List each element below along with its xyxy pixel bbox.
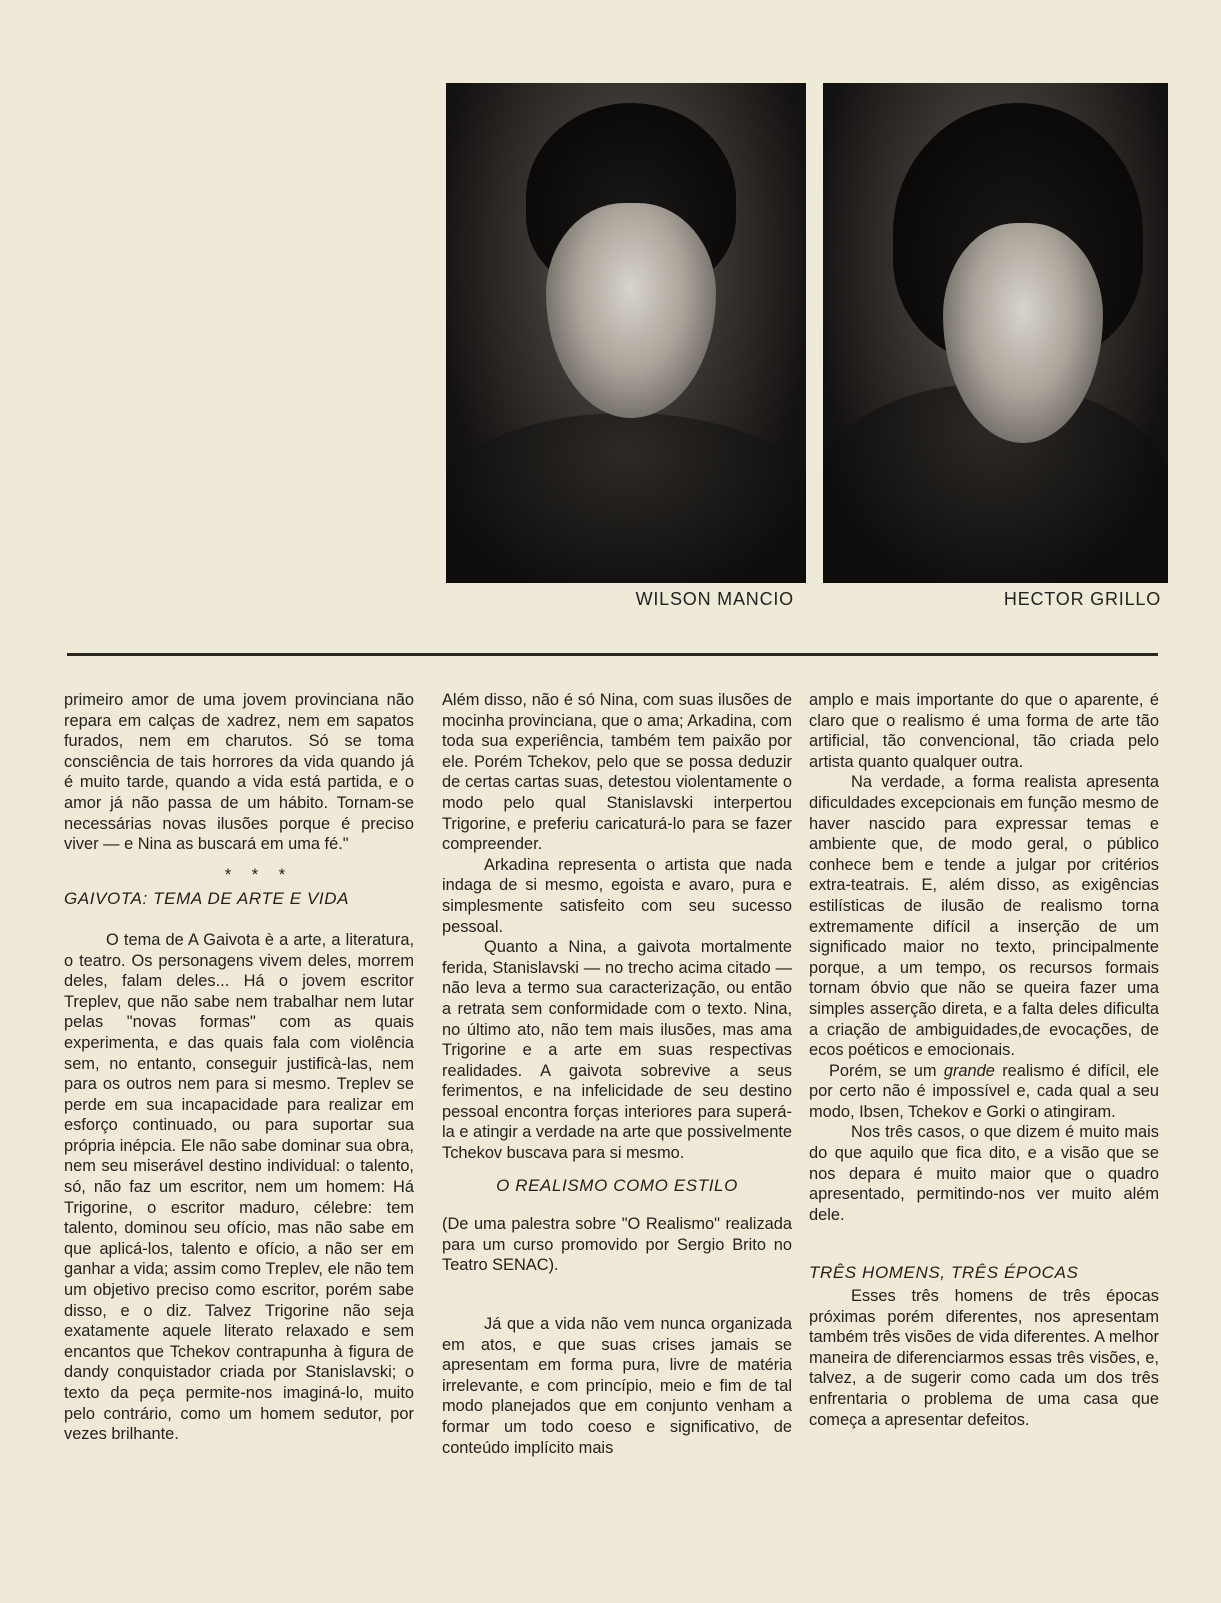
paragraph: Esses três homens de três épocas próximas porém diferentes, nos apresentam também três visões de vida diferentes. A melhor maneira de diferenciarmos essas três visões, e, talvez, a de sugerir como cada um dos três enfrentaria o problema de uma casa que começa a apresentar defeitos.: [809, 1287, 1159, 1429]
paragraph: Já que a vida não vem nunca organizada em atos, e que suas crises jamais se apresentam em forma pura, livre de matéria irrelevante, e com princípio, meio e fim de tal modo planejados que em conjunto venham a formar um todo coeso e significativo, de conteúdo implícito mais: [442, 1315, 792, 1457]
photo-caption: WILSON MANCIO: [635, 589, 794, 609]
divider: [67, 653, 1158, 656]
paragraph: primeiro amor de uma jovem provinciana não repara em calças de xadrez, nem em sapatos furados, nem em charutos. Só se toma consciência de tais horrores da vida quando já é muito tarde, quando a vida está partida, e o amor já não passa de um hábito. Tornam-se necessárias novas ilusões porque é preciso viver — e Nina as buscará em uma fé.": [64, 691, 414, 854]
section-heading: TRÊS HOMENS, TRÊS ÉPOCAS: [809, 1263, 1079, 1283]
paragraph: (De uma palestra sobre "O Realismo" realizada para um curso promovido por Sergio Brito no Teatro SENAC).: [442, 1215, 792, 1275]
column-1: [64, 690, 414, 1445]
paragraph: Na verdade, a forma realista apresenta dificuldades excepcionais em função mesmo de haver nascido para expressar temas e ambiente que, de modo geral, o público conhece bem e tende a julgar por critérios extra-teatrais. E, além disso, as exigências estilísticas de ilusão de realismo torna extremamente difícil a inserção de um significado maior no texto, principalmente porque, a um tempo, os recursos formais tornam óbvio que não se queira fazer uma simples asserção direta, e a falta deles dificulta a criação de ambiguidades,de evocações, de ecos poéticos e emocionais.: [809, 773, 1159, 1060]
column-3: [809, 690, 1159, 1430]
paragraph: Porém, se um grande realismo é difícil, ele por certo não é impossível e, cada qual a seu modo, Ibsen, Tchekov e Gorki o atingiram.: [809, 1061, 1159, 1121]
paragraph: Arkadina representa o artista que nada indaga de si mesmo, egoista e avaro, pura e simplesmente satisfeito com seu sucesso pessoal.: [442, 855, 792, 936]
paragraph: O tema de A Gaivota è a arte, a literatura, o teatro. Os personagens vivem deles, morrem deles, falam deles... Há o jovem escritor Treplev, que não sabe nem trabalhar nem lutar pelas "novas formas" com as quais experimenta, e das quais fala com violência sem, no entanto, conseguir justificà-las, nem para os outros nem para si mesmo. Treplev se perde em sua incapacidade para realizar em esforço continuado, ou para suportar sua própria inépcia. Ele não sabe dominar sua obra, nem seu miserável destino individual: o talento, só, não faz um escritor, nem um homem: Há Trigorine, o escritor maduro, célebre: tem talento, dominou seu ofício, mas não sabe em que aplicá-los, talento e ofício, a não ser em ganhar a vida; assim como Treplev, ele não tem um objetivo preciso como escritor, porém sabe disso, e o diz. Talvez Trigorine não seja exatamente aquele literato relaxado e sem encantos que Tchekov contrapunha à figura de dandy conquistador criada por Stanislavski; o texto da peça permite-nos imaginá-lo, muito pelo contrário, como um homem sedutor, por vezes brilhante.: [64, 930, 414, 1444]
photo-caption: HECTOR GRILLO: [1003, 589, 1161, 609]
photo-wilson-mancio: [446, 83, 806, 583]
paragraph: amplo e mais importante do que o aparente, é claro que o realismo é uma forma de arte tão artificial, tão convencional, tão criada pelo artista quanto qualquer outra.: [809, 691, 1159, 771]
paragraph: Além disso, não é só Nina, com suas ilusões de mocinha provinciana, que o ama; Arkadina, com toda sua experiência, também tem paixão por ele. Porém Tchekov, pelo que se possa deduzir de certas cartas suas, detestou violentamente o modo pelo qual Stanislavski interpertou Trigorine, e preferiu caricaturá-lo para se fazer compreender.: [442, 691, 792, 854]
paragraph: Nos três casos, o que dizem é muito mais do que aquilo que fica dito, e a visão que se nos depara é muito maior que o quadro apresentado, permitindo-nos ver muito além dele.: [809, 1123, 1159, 1224]
paragraph: Quanto a Nina, a gaivota mortalmente ferida, Stanislavski — no trecho acima citado — não leva a termo sua caracterização, ou então a retrata sem conformidade com o texto. Nina, no último ato, não tem mais ilusões, mas ama Trigorine e a arte em suas respectivas realidades. A gaivota sobrevive a seus ferimentos, e na infelicidade de seu destino pessoal encontra forças interiores para superá-la e atingir a verdade na arte que possivelmente Tchekov buscava para si mesmo.: [442, 938, 792, 1163]
section-heading: GAIVOTA: TEMA DE ARTE E VIDA: [64, 889, 350, 909]
photo-hector-grillo: [823, 83, 1168, 583]
section-separator: * * *: [224, 865, 294, 884]
section-heading: O REALISMO COMO ESTILO: [496, 1175, 738, 1195]
column-2: [442, 690, 792, 1458]
